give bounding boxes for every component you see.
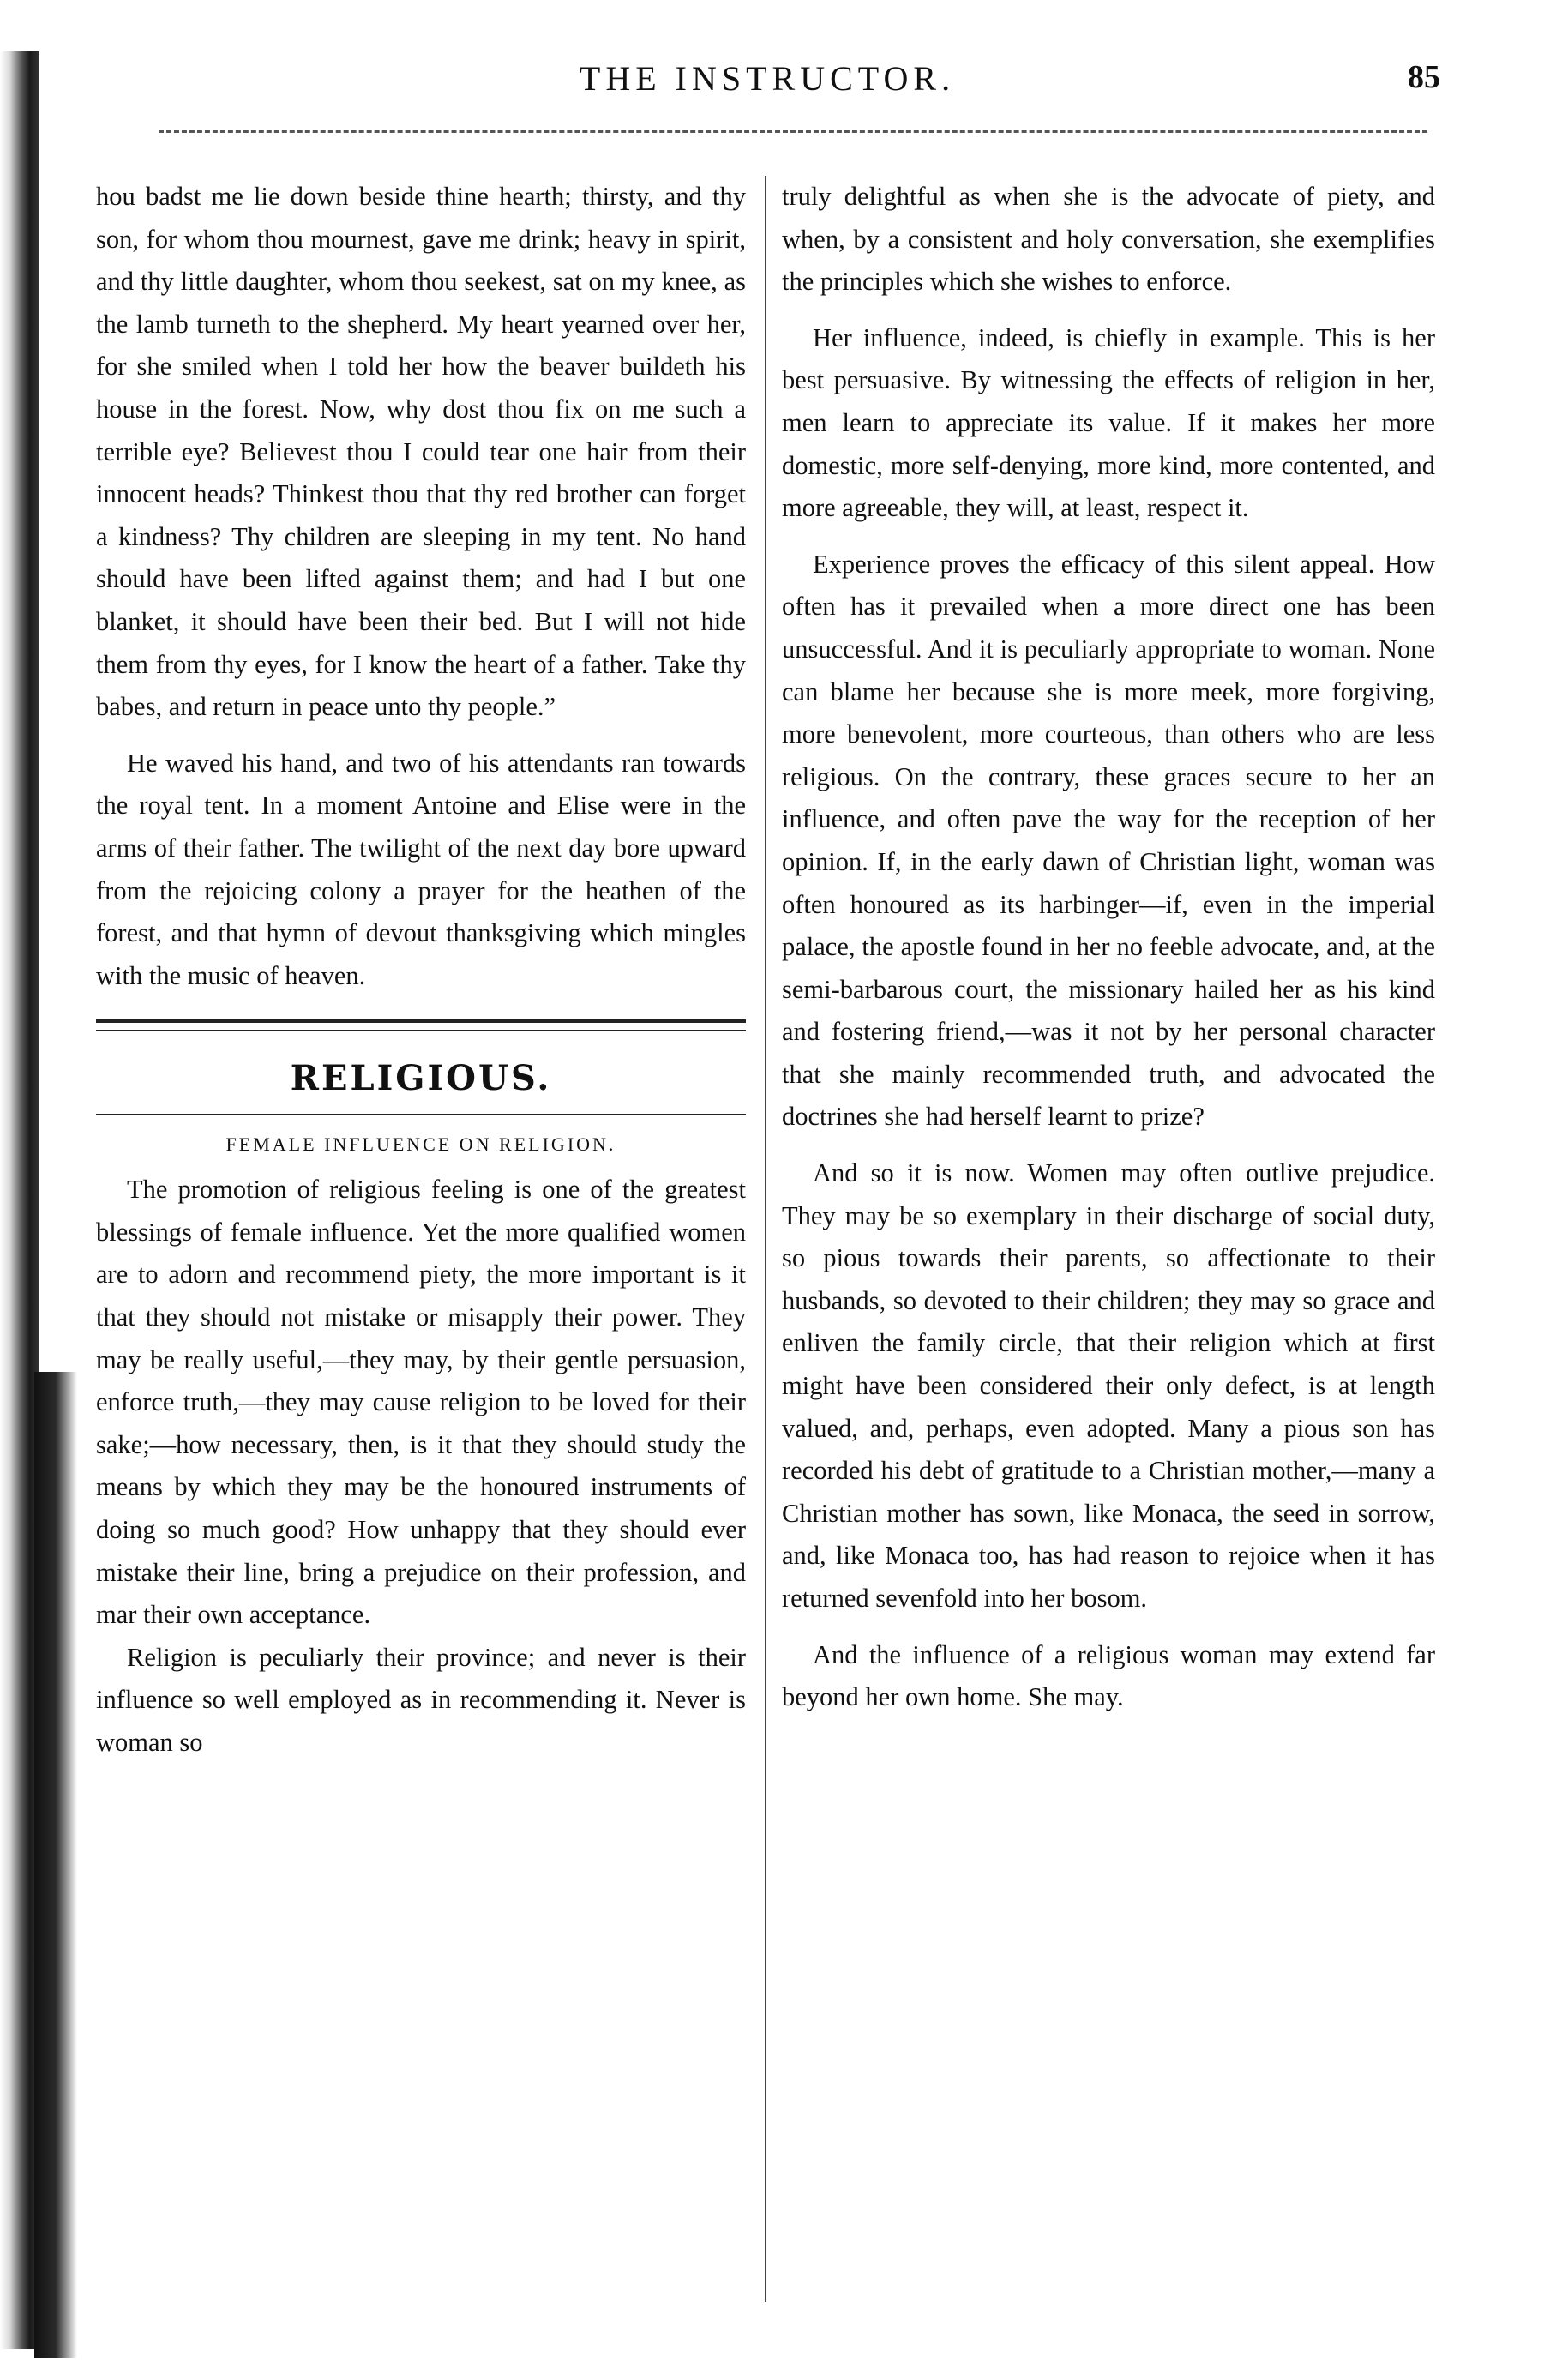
page-binding-shadow bbox=[0, 51, 39, 2349]
story-paragraph: He waved his hand, and two of his attendants ran towards the royal tent. In a moment Antoine and Elise were in the arms of their father. The twilight of the next day bore upward from the rejoicing colony a prayer for the heathen of the forest, and that hymn of devout thanksgiving which mingles with the music of heaven. bbox=[96, 748, 746, 990]
section-rule bbox=[96, 1114, 746, 1115]
story-paragraph: hou badst me lie down beside thine hearth; thirsty, and thy son, for whom thou mournest, gave me drink; heavy in spirit, and thy little daughter, whom thou seekest, sat on my knee, as the lamb turneth to the shepherd. My heart yearned over her, for she smiled when I told her how the beaver buildeth his house in the forest. Now, why dost thou fix on me such a terrible eye? Believest thou I could tear one hair from their innocent heads? Thinkest thou that thy red brother can forget a kindness? Thy children are sleeping in my tent. No hand should have been lifted against them; and had I but one blanket, it should have been their bed. But I will not hide them from thy eyes, for I know the heart of a father. Take thy babes, and return in peace unto thy people.” bbox=[96, 182, 746, 722]
section-heading: RELIGIOUS. bbox=[290, 1058, 552, 1099]
left-column bbox=[96, 176, 746, 2302]
right-column bbox=[782, 176, 1435, 2302]
article-paragraph: Religion is peculiarly their province; and never is their influence so well employed as in recommending it. Never is woman so bbox=[96, 1642, 746, 1757]
page-number: 85 bbox=[1408, 59, 1440, 95]
article-paragraph: And so it is now. Women may often outlive prejudice. They may be so exemplary in their discharge of social duty, so pious towards their parents, so affectionate to their husbands, so devoted to their children; they may so grace and enliven the family circle, that their religion which at first might have been considered their only defect, is at length valued, and, perhaps, even adopted. Many a pious son has recorded his debt of gratitude to a Christian mother,—many a Christian mother has sown, like Monaca, the seed in sorrow, and, like Monaca too, has had reason to rejoice when it has returned sevenfold into her bosom. bbox=[782, 1158, 1435, 1613]
article-paragraph: And the influence of a religious woman may extend far beyond her own home. She may. bbox=[782, 1639, 1435, 1712]
header-rule bbox=[159, 130, 1427, 133]
article-paragraph: Experience proves the efficacy of this silent appeal. How often has it prevailed when a more direct one has been unsuccessful. And it is peculiarly appropriate to woman. None can blame her because she is more meek, more forgiving, more benevolent, more courteous, than others who are less religious. On the contrary, these graces secure to her an influence, and often pave the way for the reception of her opinion. If, in the early dawn of Christian light, woman was often honoured as its harbinger—if, even in the imperial palace, the apostle found in her no feeble advocate, and, at the semi-barbarous court, the missionary hailed her as his kind and fostering friend,—was it not by her personal character that she mainly recommended truth, and advocated the doctrines she had herself learnt to prize? bbox=[782, 549, 1435, 1132]
article-paragraph: The promotion of religious feeling is one of the greatest blessings of female influence. Yet the more qualified women are to adorn and recommend piety, the more important is it that they should not mistake or misapply their power. They may be really useful,—they may, by their gentle persuasion, enforce truth,—they may cause religion to be loved for their sake;—how necessary, then, is it that they should study the means by which they may be the honoured instruments of doing so much good? How unhappy that they should ever mistake their line, bring a prejudice on their profession, and mar their own acceptance. bbox=[96, 1175, 746, 1630]
section-divider bbox=[96, 1019, 746, 1031]
article-title: FEMALE INFLUENCE ON RELIGION. bbox=[225, 1133, 616, 1156]
article-paragraph: Her influence, indeed, is chiefly in example. This is her best persuasive. By witnessing the effects of religion in her, men learn to appreciate its value. If it makes her more domestic, more self-denying, more kind, more contented, and more agreeable, they will, at least, respect it. bbox=[782, 322, 1435, 523]
column-divider bbox=[765, 176, 766, 2302]
running-header bbox=[94, 50, 1440, 101]
article-paragraph: truly delightful as when she is the advocate of piety, and when, by a consistent and holy conversation, she exemplifies the principles which she wishes to enforce. bbox=[782, 182, 1435, 297]
running-title: THE INSTRUCTOR. bbox=[579, 59, 956, 98]
